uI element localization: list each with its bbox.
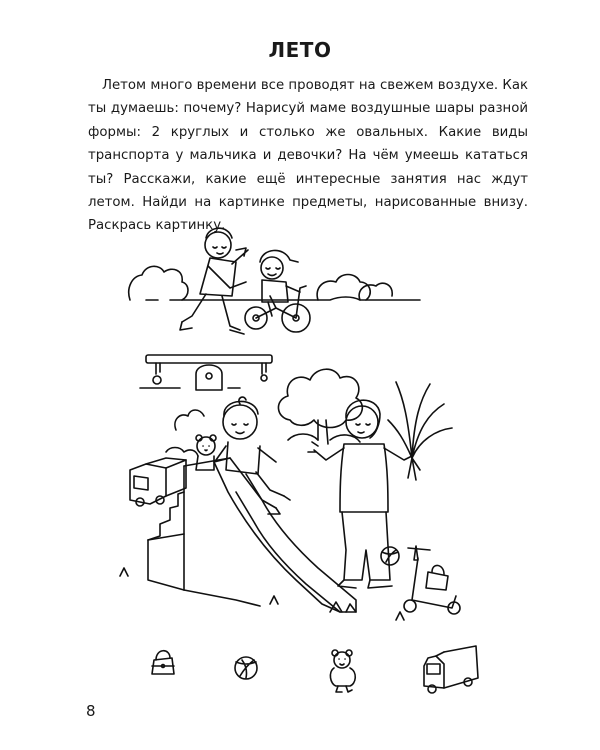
background-bushes (129, 266, 420, 300)
find-item-teddy-bear (330, 650, 355, 692)
scooter-in-scene (381, 546, 460, 614)
find-item-toy-truck (424, 646, 478, 693)
summer-playground-illustration (0, 215, 600, 705)
seesaw (140, 355, 272, 390)
find-item-handbag (152, 651, 174, 674)
task-paragraph: Летом много времени все проводят на свежем воздухе. Как ты думаешь: почему? Нарисуй маме воздушные шары разной формы: 2 круглых и столько же овальных. Какие виды транспорта у мальчика и девочки? На чём умеешь кататься ты? Расскажи, какие ещё интересные занятия нас ждут летом. Найди на картинке предметы, нарисованные внизу. Раскрась картинку. (88, 78, 528, 234)
teddy-bear-in-scene (196, 435, 216, 470)
grass-tufts (120, 568, 404, 620)
page-number: 8 (86, 702, 96, 720)
boy-on-bicycle (245, 250, 310, 332)
slide (148, 458, 356, 612)
boy-running (180, 228, 248, 334)
find-item-ball (235, 657, 257, 679)
mother-with-balloons (308, 382, 452, 588)
girl-on-slide (216, 397, 290, 514)
page-title: ЛЕТО (268, 38, 332, 62)
